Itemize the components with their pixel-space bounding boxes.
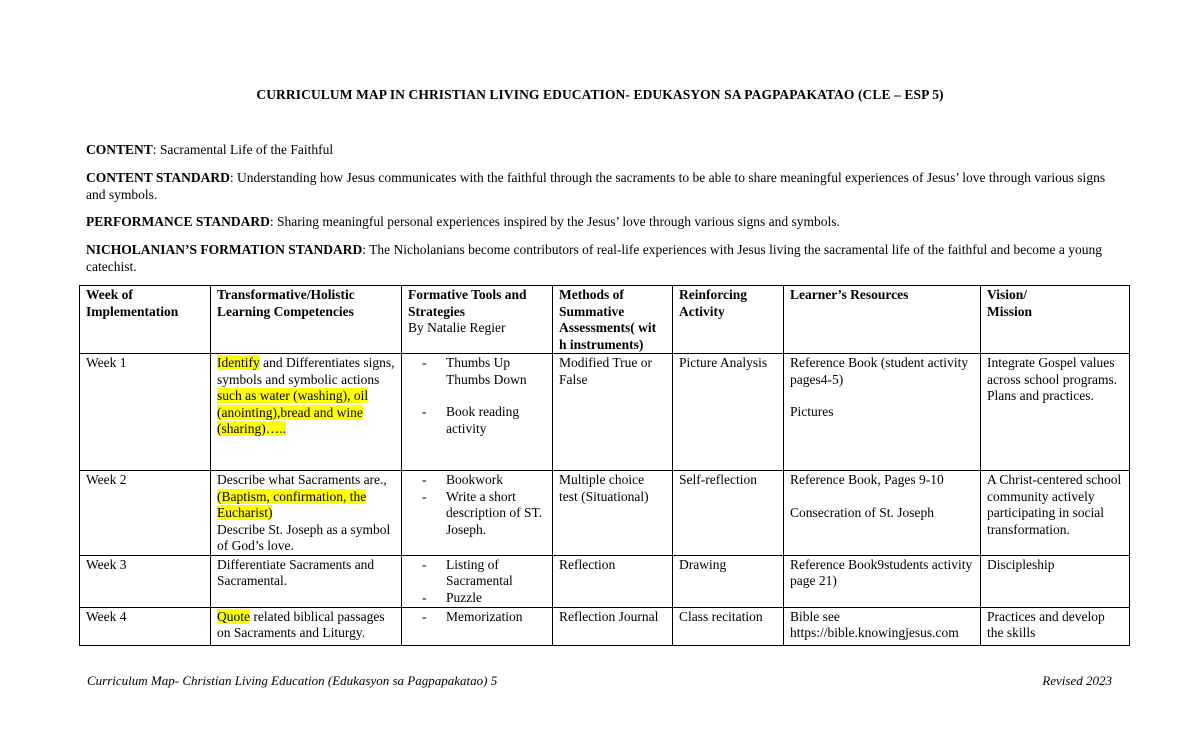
page-title: CURRICULUM MAP IN CHRISTIAN LIVING EDUCATION- EDUKASYON SA PAGPAPAKATAO (CLE – ESP 5)	[256, 87, 944, 102]
vision-cell: Discipleship	[981, 555, 1130, 607]
header-reinforcing: Reinforcing Activity	[673, 286, 784, 354]
content-label: CONTENT	[86, 142, 153, 157]
bible-link: https://bible.knowingjesus.com	[790, 625, 959, 640]
methods-cell: Multiple choice test (Situational)	[553, 471, 673, 556]
formation-standard-label: NICHOLANIAN’S FORMATION STANDARD	[86, 242, 363, 257]
resources-cell: Bible see https://bible.knowingjesus.com	[784, 607, 981, 645]
performance-standard	[86, 213, 1121, 230]
list-item: - Thumbs Up Thumbs Down	[422, 355, 546, 388]
curriculum-table	[79, 285, 1130, 646]
competency-cell: Quote related biblical passages on Sacraments and Liturgy.	[211, 607, 402, 645]
competency-cell: Differentiate Sacraments and Sacramental.	[211, 555, 402, 607]
table-row	[80, 354, 1130, 471]
content-line	[86, 141, 1121, 158]
content-standard	[86, 169, 1121, 203]
formative-cell	[402, 354, 553, 471]
header-formative: Formative Tools and Strategies By Natalie Regier	[402, 286, 553, 354]
list-item: - Bookwork	[422, 472, 546, 489]
content-standard-value: : Understanding how Jesus communicates with the faithful through the sacraments to be able to share meaningful experiences of Jesus’ love through various signs and symbols.	[86, 170, 1106, 202]
footer-left: Curriculum Map- Christian Living Education (Edukasyon sa Pagpapakatao) 5	[87, 673, 498, 688]
methods-cell: Reflection Journal	[553, 607, 673, 645]
formation-standard-value: : The Nicholanians become contributors of real-life experiences with Jesus living the sacramental life of the faithful and become a young catechist.	[86, 242, 1103, 274]
formative-cell	[402, 555, 553, 607]
competency-cell: Describe what Sacraments are., (Baptism, confirmation, the Eucharist) Describe St. Joseph as a symbol of God’s love.	[211, 471, 402, 556]
competency-cell: Identify and Differentiates signs, symbols and symbolic actions such as water (washing), oil (anointing),bread and wine (sharing)…..	[211, 354, 402, 471]
table-row	[80, 607, 1130, 645]
header-week: Week of Implementation	[80, 286, 211, 354]
list-item: - Memorization	[422, 609, 546, 626]
vision-cell: A Christ-centered school community actively participating in social transformation.	[981, 471, 1130, 556]
resources-cell: Reference Book9students activity page 21)	[784, 555, 981, 607]
week-cell: Week 1	[80, 354, 211, 471]
week-cell: Week 3	[80, 555, 211, 607]
formative-cell	[402, 607, 553, 645]
resources-cell: Reference Book (student activity pages4-5) Pictures	[784, 354, 981, 471]
reinforcing-cell: Drawing	[673, 555, 784, 607]
table-header-row	[80, 286, 1130, 354]
content-value: : Sacramental Life of the Faithful	[152, 142, 334, 157]
week-cell: Week 4	[80, 607, 211, 645]
header-methods: Methods of Summative Assessments( wit h instruments)	[553, 286, 673, 354]
list-item: - Book reading activity	[422, 404, 546, 437]
table-row	[80, 471, 1130, 556]
resources-cell: Reference Book, Pages 9-10 Consecration of St. Joseph	[784, 471, 981, 556]
content-standard-label: CONTENT STANDARD	[86, 170, 230, 185]
table-row	[80, 555, 1130, 607]
vision-cell: Integrate Gospel values across school programs. Plans and practices.	[981, 354, 1130, 471]
list-item: - Write a short description of ST. Joseph.	[422, 489, 546, 539]
header-resources: Learner’s Resources	[784, 286, 981, 354]
performance-standard-label: PERFORMANCE STANDARD	[86, 214, 270, 229]
footer-right: Revised 2023	[1042, 673, 1112, 688]
formation-standard	[86, 241, 1121, 275]
vision-cell: Practices and develop the skills	[981, 607, 1130, 645]
header-competencies: Transformative/Holistic Learning Competencies	[211, 286, 402, 354]
list-item: - Puzzle	[422, 590, 546, 607]
reinforcing-cell: Class recitation	[673, 607, 784, 645]
methods-cell: Modified True or False	[553, 354, 673, 471]
performance-standard-value: : Sharing meaningful personal experiences inspired by the Jesus’ love through various signs and symbols.	[269, 214, 840, 229]
week-cell: Week 2	[80, 471, 211, 556]
reinforcing-cell: Picture Analysis	[673, 354, 784, 471]
header-vision: Vision/ Mission	[981, 286, 1130, 354]
reinforcing-cell: Self-reflection	[673, 471, 784, 556]
methods-cell: Reflection	[553, 555, 673, 607]
list-item: - Listing of Sacramental	[422, 557, 546, 590]
formative-cell	[402, 471, 553, 556]
